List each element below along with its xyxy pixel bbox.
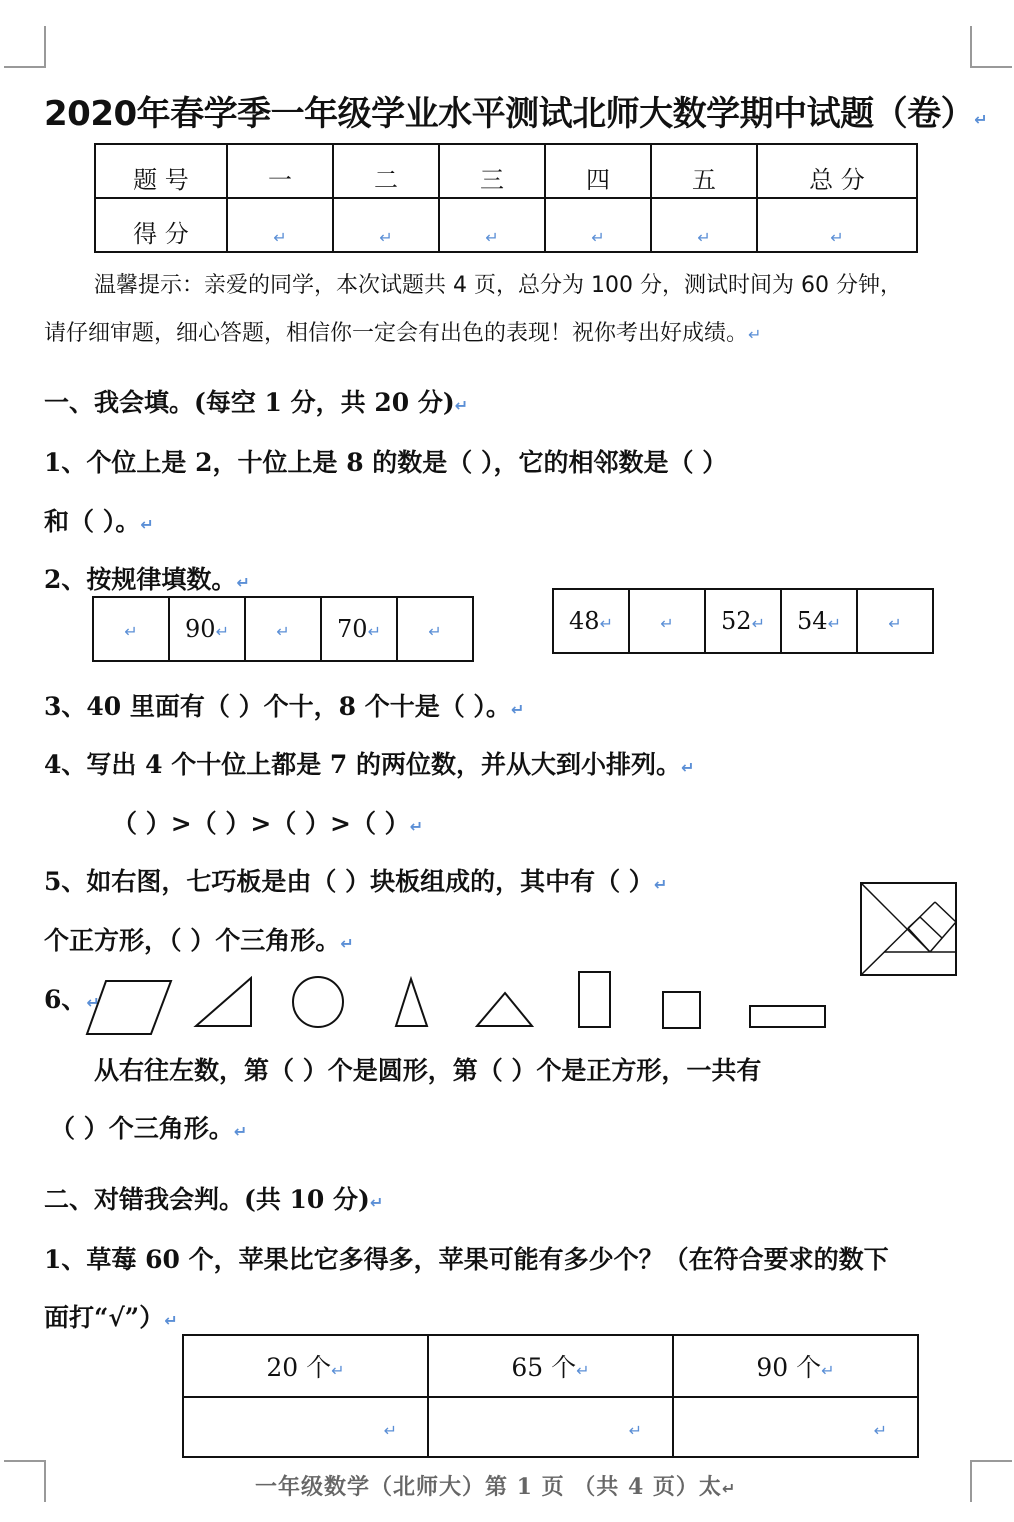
- score-row-label: 得 分: [95, 198, 227, 252]
- score-cell[interactable]: ↵: [439, 198, 545, 252]
- score-header-cell: 三: [439, 144, 545, 198]
- page-footer: 一年级数学（北师大）第 1 页 （共 4 页）太↵: [255, 1474, 737, 1500]
- score-cell[interactable]: ↵: [651, 198, 757, 252]
- choice-answer-row: [183, 1397, 918, 1457]
- choice-answer-cell[interactable]: ↵: [183, 1397, 428, 1457]
- score-cell[interactable]: ↵: [545, 198, 651, 252]
- score-header-cell: 二: [333, 144, 439, 198]
- choice-option-cell: 20 个↵: [183, 1335, 428, 1397]
- q6-label: 6、↵: [44, 985, 100, 1014]
- sequence-cell[interactable]: ↵: [245, 597, 321, 661]
- q5-line-2: 个正方形，（ ）个三角形。↵: [44, 926, 354, 955]
- s2-q1-line-2: 面打“√”）↵: [44, 1303, 178, 1332]
- choice-answer-cell[interactable]: ↵: [673, 1397, 918, 1457]
- score-header-cell: 总 分: [757, 144, 917, 198]
- sequence-cell[interactable]: 90↵: [169, 597, 245, 661]
- sequence-cell[interactable]: ↵: [629, 589, 705, 653]
- score-header-cell: 四: [545, 144, 651, 198]
- score-header-cell: 五: [651, 144, 757, 198]
- sequence-cell[interactable]: 70↵: [321, 597, 397, 661]
- tip-line-1: 温馨提示：亲爱的同学，本次试题共 4 页，总分为 100 分，测试时间为 60 分钟，: [94, 273, 902, 298]
- apple-count-choice-table: [182, 1334, 919, 1458]
- q6-line-1: 从右往左数，第（ ）个是圆形，第（ ）个是正方形，一共有: [94, 1056, 762, 1085]
- q4-answer-blanks[interactable]: （ ）>（ ）>（ ）>（ ）↵: [112, 809, 424, 838]
- score-cell[interactable]: ↵: [757, 198, 917, 252]
- q5-line-1: 5、如右图，七巧板是由（ ）块板组成的，其中有（ ）↵: [44, 867, 668, 896]
- crop-mark-top-right: [970, 26, 1012, 68]
- wide-rectangle-shape: [748, 1004, 828, 1030]
- tip-line-2: 请仔细审题，细心答题，相信你一定会有出色的表现！祝你考出好成绩。↵: [44, 321, 762, 346]
- square-shape: [661, 990, 703, 1030]
- choice-options-row: [183, 1335, 918, 1397]
- circle-shape: [290, 974, 346, 1030]
- crop-mark-top-left: [4, 26, 46, 68]
- right-triangle-shape: [193, 976, 255, 1030]
- score-table-header-row: [95, 144, 917, 198]
- crop-mark-bottom-left: [4, 1460, 46, 1502]
- section2-heading: 二、对错我会判。(共 10 分)↵: [44, 1185, 384, 1214]
- score-cell[interactable]: ↵: [227, 198, 333, 252]
- score-table: [94, 143, 918, 253]
- score-header-cell: 一: [227, 144, 333, 198]
- section1-heading: 一、我会填。(每空 1 分，共 20 分)↵: [44, 388, 469, 417]
- score-header-cell: 题 号: [95, 144, 227, 198]
- sequence-cell[interactable]: ↵: [857, 589, 933, 653]
- sequence-cell[interactable]: ↵: [397, 597, 473, 661]
- tangram-figure: [860, 882, 958, 978]
- q4-text: 4、写出 4 个十位上都是 7 的两位数，并从大到小排列。↵: [44, 750, 695, 779]
- parallelogram-shape: [84, 978, 174, 1038]
- q2-text: 2、按规律填数。↵: [44, 565, 250, 594]
- choice-option-cell: 90 个↵: [673, 1335, 918, 1397]
- choice-answer-cell[interactable]: ↵: [428, 1397, 673, 1457]
- page-title: 2020年春学季一年级学业水平测试北师大数学期中试题（卷）↵: [44, 94, 988, 134]
- choice-option-cell: 65 个↵: [428, 1335, 673, 1397]
- sequence-table-1: [92, 596, 474, 662]
- q6-line-2: （ ）个三角形。↵: [50, 1114, 248, 1143]
- sequence-cell[interactable]: ↵: [93, 597, 169, 661]
- tall-rectangle-shape: [577, 970, 613, 1030]
- score-table-score-row: [95, 198, 917, 252]
- q3-text: 3、40 里面有（ ）个十，8 个十是（ ）。↵: [44, 692, 525, 721]
- crop-mark-bottom-right: [970, 1460, 1012, 1502]
- triangle-shape: [474, 990, 536, 1030]
- sequence-cell[interactable]: 52↵: [705, 589, 781, 653]
- sequence-cell[interactable]: 54↵: [781, 589, 857, 653]
- sequence-cell[interactable]: 48↵: [553, 589, 629, 653]
- score-cell[interactable]: ↵: [333, 198, 439, 252]
- s2-q1-line-1: 1、草莓 60 个，苹果比它多得多，苹果可能有多少个？（在符合要求的数下: [44, 1245, 889, 1274]
- tall-triangle-shape: [393, 976, 431, 1030]
- sequence-table-2: [552, 588, 934, 654]
- q1-line-2: 和（ ）。↵: [44, 507, 154, 536]
- q1-line-1: 1、个位上是 2，十位上是 8 的数是（ ），它的相邻数是（ ）: [44, 448, 728, 477]
